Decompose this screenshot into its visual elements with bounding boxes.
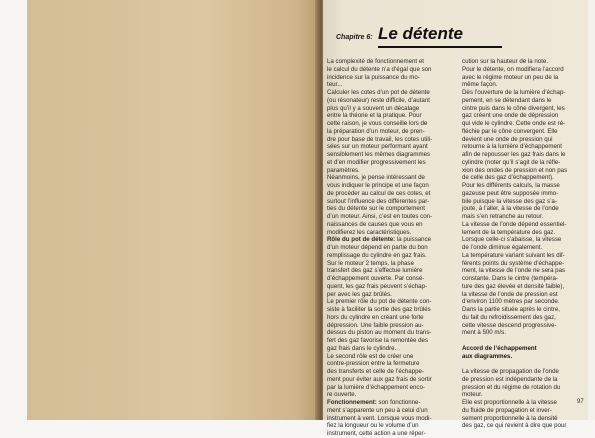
text-line: devient une onde de pression qui — [462, 135, 553, 143]
text-line: férents points du système d’échappe- — [462, 259, 565, 267]
text-line: d’un moteur dépend en partie du bon — [327, 244, 428, 251]
chapter-header — [336, 26, 581, 48]
text-line: afin de repousser les gaz frais dans le — [462, 151, 566, 158]
text-line: des transferts et celle de l’échappe- — [327, 368, 424, 375]
text-line: des gaz, ce qui revient à dire que pour — [462, 422, 567, 430]
text-line: vous indiquer le principe et une façon — [327, 182, 429, 189]
text-line: naissances de causes que vous en — [327, 220, 423, 228]
text-line: fléchie par le cône convergent. Elle — [462, 127, 558, 135]
text-line: surtout l’influence des différentes par- — [327, 197, 430, 205]
text-line: entre la théorie et la pratique. Pour — [327, 112, 422, 120]
text-line: La vitesse de l’onde dépend essentiel- — [462, 220, 567, 228]
text-line: sement proportionnelle à la densité — [462, 414, 558, 422]
text-line: bile puisque la vitesse des gaz s’a- — [462, 197, 557, 205]
text-line: gazeuse peut être supposée immo- — [462, 189, 559, 197]
text-line: Fonctionnement: son fonctionne- — [327, 399, 421, 406]
text-line: siste à faciliter la sortie des gaz brûlés — [327, 306, 431, 313]
text-line: cintre puis dans le cône divergent, les — [462, 104, 565, 112]
paragraph-gap — [462, 337, 586, 345]
text-line: quent, les gaz frais peuvent s’échap- — [327, 282, 428, 290]
chapter-title: Le détente — [378, 24, 464, 43]
text-line: xion des ondes de pression et non pas — [462, 166, 568, 174]
text-line: dépression. Une faible pression au- — [327, 321, 424, 329]
text-line: La température variant suivant les dif- — [462, 251, 565, 259]
text-line: Néanmoins, je pense intéressant de — [327, 174, 425, 182]
text-line: La complexité de fonctionnement et — [327, 58, 424, 65]
left-page — [27, 0, 319, 420]
text-line: par la lumière d’échappement enco- — [327, 383, 425, 391]
text-line: ment à 500 m/s. — [462, 329, 507, 337]
text-line: du fait du refroidissement des gaz, — [462, 313, 556, 321]
text-line: (ou résonateur) reste difficile, d’autant — [327, 96, 430, 104]
text-line: d’un moteur. Ainsi, c’est en toutes con- — [327, 213, 433, 220]
text-line: fiez la longueur ou le volume d’un — [327, 422, 419, 430]
text-line: Dès l’ouverture de la lumière d’échap- — [462, 89, 566, 96]
text-line: ture des gaz élevée et densité faible), — [462, 282, 565, 290]
text-line: et d’en modifier progressivement les — [327, 158, 426, 166]
text-line: la préparation d’un moteur, de pren- — [327, 127, 425, 135]
chapter-title-underline — [378, 46, 502, 48]
text-line: constante. Dans le cintre (tempéra- — [462, 275, 558, 282]
text-line: paramètres. — [327, 166, 360, 174]
text-column-1 — [327, 58, 460, 437]
text-line: dessus du piston au moment du trans- — [327, 329, 432, 337]
text-line: cution sur la hauteur de la note. — [462, 58, 549, 65]
text-line: Pour les différents calculs, la masse — [462, 182, 560, 189]
text-line: per avec les gaz brûlés. — [327, 290, 392, 298]
page-edge — [588, 0, 595, 420]
text-line: La vitesse de propagation de l’onde — [462, 368, 559, 375]
text-line: contre-pression entre la fermeture — [327, 360, 420, 368]
text-line: retourne à la lumière d’échappement — [462, 143, 563, 151]
text-line: cette raison, je vous conseille lors de — [327, 120, 428, 127]
text-line: de procéder au calcul de ces cotes, et — [327, 189, 431, 197]
text-line: instrument à vent. Lorsque vous modi- — [327, 414, 432, 422]
text-line: gaz créent une onde de dépression — [462, 112, 559, 120]
text-line: ment pour éviter aux gaz frais de sortir — [327, 375, 432, 383]
text-line: joute, à l’aller, à la vitesse de l’onde — [462, 205, 559, 213]
text-line: sées sur un moteur performant ayant — [327, 143, 428, 151]
text-line: lement de la température des gaz. — [462, 228, 556, 236]
text-line: avec le régime moteur un peu de la — [462, 73, 559, 81]
text-line: de pression est indépendante de la — [462, 375, 558, 383]
text-line: Calculer les cotes d’un pot de détente — [327, 89, 430, 96]
text-line: de celle des gaz d’échappement). — [462, 174, 554, 182]
text-line: Le premier rôle du pot de détente con- — [327, 298, 432, 306]
text-line: plus qu’il y a souvent un décalage — [327, 104, 420, 112]
text-line: dre pour base de travail, les cotes utili- — [327, 135, 433, 143]
text-line: de l’onde diminue également. — [462, 244, 543, 251]
paragraph-gap — [462, 360, 586, 368]
text-line: incidence sur la puissance du mo- — [327, 73, 420, 81]
text-line: Rôle du pot de détente: la puissance — [327, 236, 432, 244]
section-heading-line: aux diagrammes. — [462, 352, 513, 360]
page-number: 97 — [577, 399, 584, 405]
section-heading-line: Accord de l’échappement — [462, 344, 537, 352]
text-line: cette vitesse descend progressive- — [462, 321, 557, 329]
text-line: modifierez les caractéristiques. — [327, 228, 412, 236]
text-line: du fluide de propagation et inver- — [462, 406, 552, 414]
text-line: même façon. — [462, 81, 498, 89]
text-line: Lorsque celle-ci s’abaisse, la vitesse — [462, 236, 562, 244]
text-line: la vitesse de l’onde de pression est — [462, 290, 558, 298]
text-line: transfert des gaz s’effectue lumière — [327, 267, 423, 275]
text-line: fert des gaz favorise la remontée des — [327, 337, 429, 344]
text-line: ment s’apparente un peu à celui d’un — [327, 406, 428, 414]
text-line: ment, la vitesse de l’onde ne sera pas — [462, 267, 566, 275]
text-line: mais s’en retranche au retour. — [462, 213, 544, 220]
text-line: instrument, cette action a une réper- — [327, 430, 426, 437]
chapter-label: Chapitre 6: — [336, 34, 373, 41]
text-line: moteur. — [462, 391, 483, 399]
text-line: Sur le moteur 2 temps, la phase — [327, 259, 415, 267]
text-line: remplissage du cylindre en gaz frais. — [327, 251, 427, 259]
text-line: Dans la partie située après le cintre, — [462, 306, 560, 313]
text-line: pement, en se détendant dans le — [462, 96, 552, 104]
text-line: qui vide le cylindre. Cette onde est ré- — [462, 120, 566, 127]
text-line: gaz frais dans le cylindre. — [327, 344, 397, 352]
text-line: d’environ 1100 mètres par seconde. — [462, 298, 560, 306]
text-line: re ouverte. — [327, 391, 357, 399]
text-line: Le second rôle est de créer une — [327, 352, 414, 360]
text-line: sensiblement les mêmes diagrammes — [327, 151, 431, 158]
text-line: Pour le détente, on modifiera l’accord — [462, 65, 564, 73]
text-line: Elle est proportionnelle à la vitesse — [462, 399, 557, 406]
text-line: hors du cylindre en créant une forte — [327, 313, 424, 321]
text-line: cylindre (noter qu’il s’agit de la réfle- — [462, 158, 561, 166]
text-line: pression et du régime de rotation du — [462, 383, 561, 391]
text-line: ties du détente sur le comportement — [327, 205, 425, 213]
text-line: d’échappement ouverte. Par consé- — [327, 275, 425, 282]
text-line: le calcul du détente n’a d’égal que son — [327, 65, 432, 73]
text-line: teur... — [327, 81, 343, 89]
